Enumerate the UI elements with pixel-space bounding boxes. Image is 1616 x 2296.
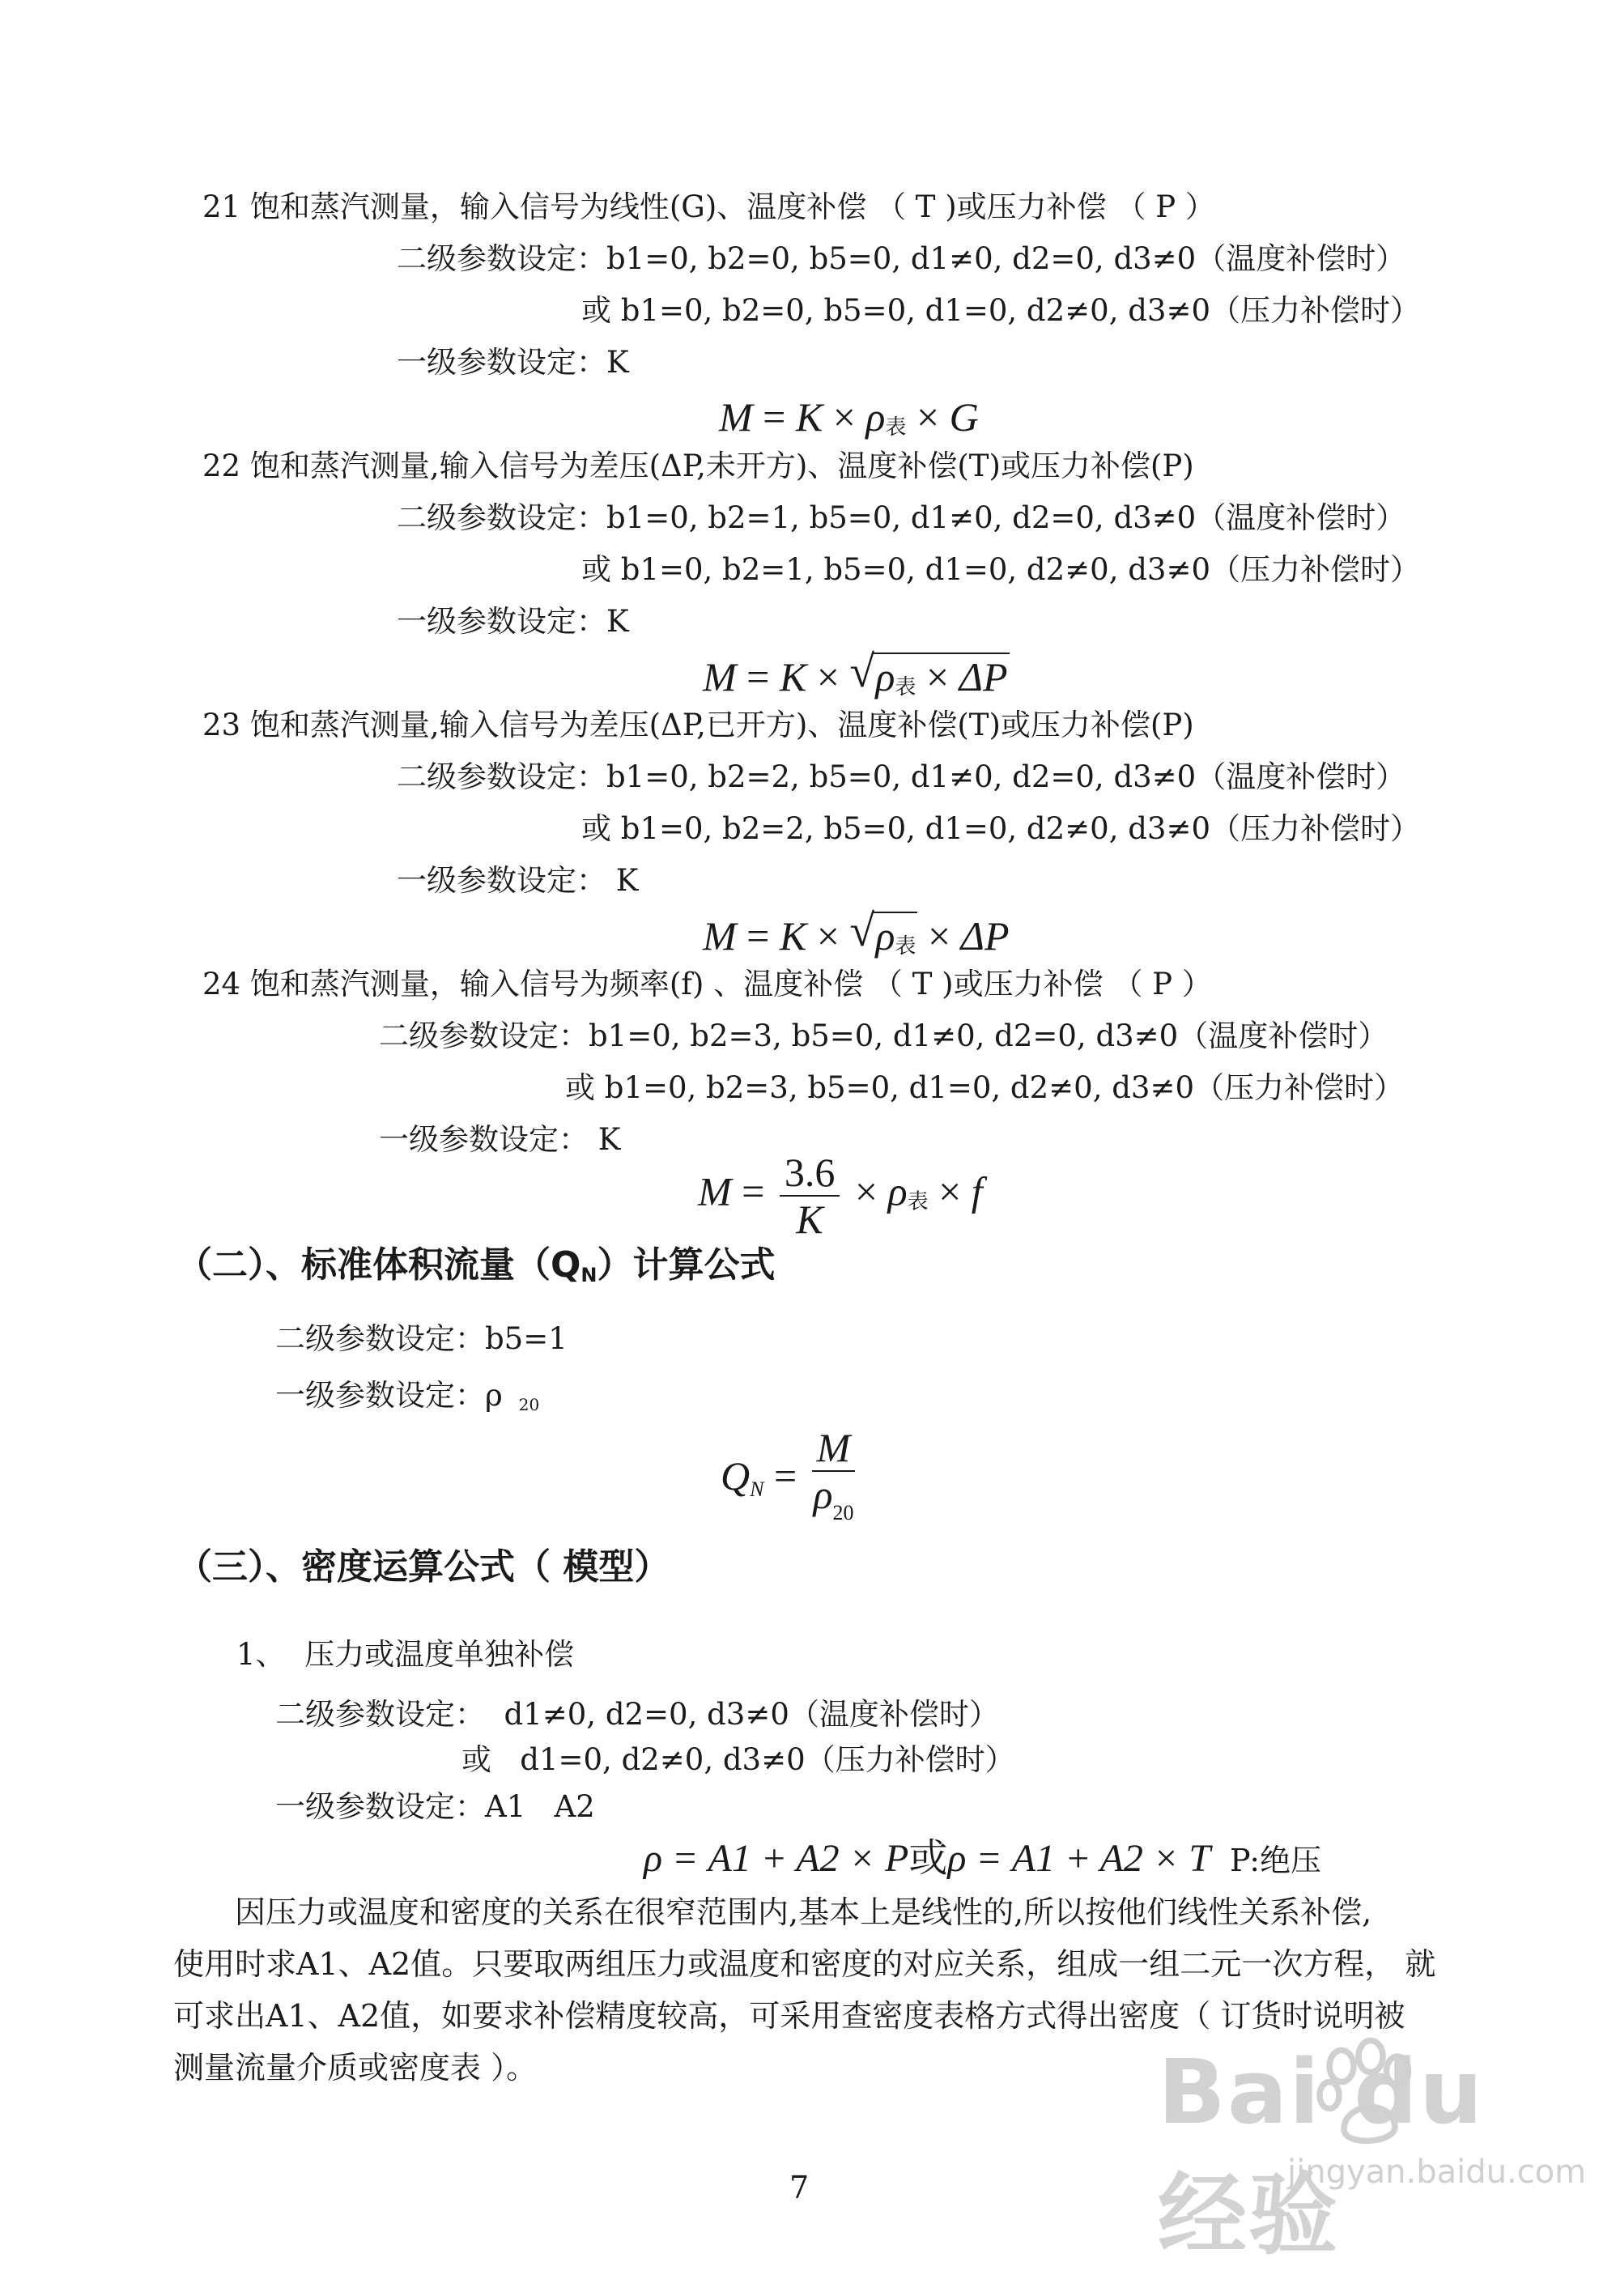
item-24-title: 24 饱和蒸汽测量，输入信号为频率(f) 、温度补偿 （ T )或压力补偿 （ P ） [202,967,1212,1001]
item-21-primary: 一级参数设定：K [397,345,629,380]
sqrt-symbol: √ ρ表 × ΔP [849,647,1008,699]
formula-24: M = $\frac{3.6}{K}$ × ρ表 × f [698,1150,983,1242]
item-21-secondary-press: 或 b1=0, b2=0, b5=0, d1=0, d2≠0, d3≠0（压力补偿时） [581,293,1420,328]
section-2-primary: 一级参数设定：ρ 20 [275,1378,540,1414]
formula-rho: ρ = A1 + A2 × P或ρ = A1 + A2 × T P:绝压 [644,1837,1322,1880]
fraction: $\frac{M}{\rho_{20}}$ [813,1425,854,1524]
formula-qn: QN = $\frac{M}{\rho_{20}}$ [721,1425,860,1536]
item-23-secondary-temp: 二级参数设定：b1=0, b2=2, b5=0, d1≠0, d2=0, d3≠0（温度补偿时） [397,759,1406,794]
item-23-primary: 一级参数设定： K [397,863,639,898]
formula-21: M = K × ρ表 × G [719,394,979,440]
item-22-title: 22 饱和蒸汽测量,输入信号为差压(ΔP,未开方)、温度补偿(T)或压力补偿(P) [202,449,1194,483]
item-24-secondary-press: 或 b1=0, b2=3, b5=0, d1=0, d2≠0, d3≠0（压力补偿时） [565,1070,1404,1105]
item-21-title: 21 饱和蒸汽测量，输入信号为线性(G)、温度补偿 （ T )或压力补偿 （ P ） [202,189,1215,224]
paragraph-line-1: 因压力或温度和密度的关系在很窄范围内,基本上是线性的,所以按他们线性关系补偿, [235,1894,1372,1930]
item-23-secondary-press: 或 b1=0, b2=2, b5=0, d1=0, d2≠0, d3≠0（压力补偿时） [581,811,1420,846]
section-3-secondary-temp: 二级参数设定： d1≠0, d2=0, d3≠0（温度补偿时） [275,1697,999,1732]
item-22-secondary-press: 或 b1=0, b2=1, b5=0, d1=0, d2≠0, d3≠0（压力补偿时） [581,552,1420,587]
section-2-secondary: 二级参数设定：b5=1 [275,1321,568,1356]
formula-23: M = K × √ ρ表 × ΔP [703,912,1010,971]
fraction: $\frac{3.6}{K}$ [780,1150,840,1242]
paragraph-line-4: 测量流量介质或密度表 ）。 [173,2050,538,2086]
paragraph-line-2: 使用时求A1、A2值。只要取两组压力或温度和密度的对应关系，组成一组二元一次方程， 就 [173,1946,1436,1982]
section-3-secondary-press: 或 d1=0, d2≠0, d3≠0（压力补偿时） [461,1742,1015,1777]
formula-22: M = K × √ ρ表 × ΔP [703,653,1010,712]
item-23-title: 23 饱和蒸汽测量,输入信号为差压(ΔP,已开方)、温度补偿(T)或压力补偿(P) [202,708,1194,742]
paragraph-line-3: 可求出A1、A2值，如要求补偿精度较高，可采用查密度表格方式得出密度（ 订货时说明被 [173,1998,1405,2034]
page-number: 7 [789,2170,810,2205]
baidu-jingyan-watermark [1150,2040,1603,2267]
watermark-url: jingyan.baidu.com [1287,2154,1587,2191]
item-21-secondary-temp: 二级参数设定：b1=0, b2=0, b5=0, d1≠0, d2=0, d3≠0（温度补偿时） [397,241,1406,276]
section-2-heading: （二）、标准体积流量（QN）计算公式 [176,1244,776,1286]
section-3-heading: （三）、密度运算公式（ 模型） [176,1546,670,1588]
item-22-primary: 一级参数设定：K [397,604,629,639]
watermark-logo: Bai du 经验 [1158,2040,1485,2267]
item-24-primary: 一级参数设定： K [379,1122,621,1157]
section-3-primary: 一级参数设定：A1 A2 [275,1789,595,1824]
paw-icon [1308,2032,1429,2154]
section-3-subtitle: 1、 压力或温度单独补偿 [236,1637,575,1672]
item-22-secondary-temp: 二级参数设定：b1=0, b2=1, b5=0, d1≠0, d2=0, d3≠0（温度补偿时） [397,500,1406,535]
item-24-secondary-temp: 二级参数设定：b1=0, b2=3, b5=0, d1≠0, d2=0, d3≠0（温度补偿时） [379,1018,1388,1053]
sqrt-symbol: √ ρ表 [849,906,916,959]
